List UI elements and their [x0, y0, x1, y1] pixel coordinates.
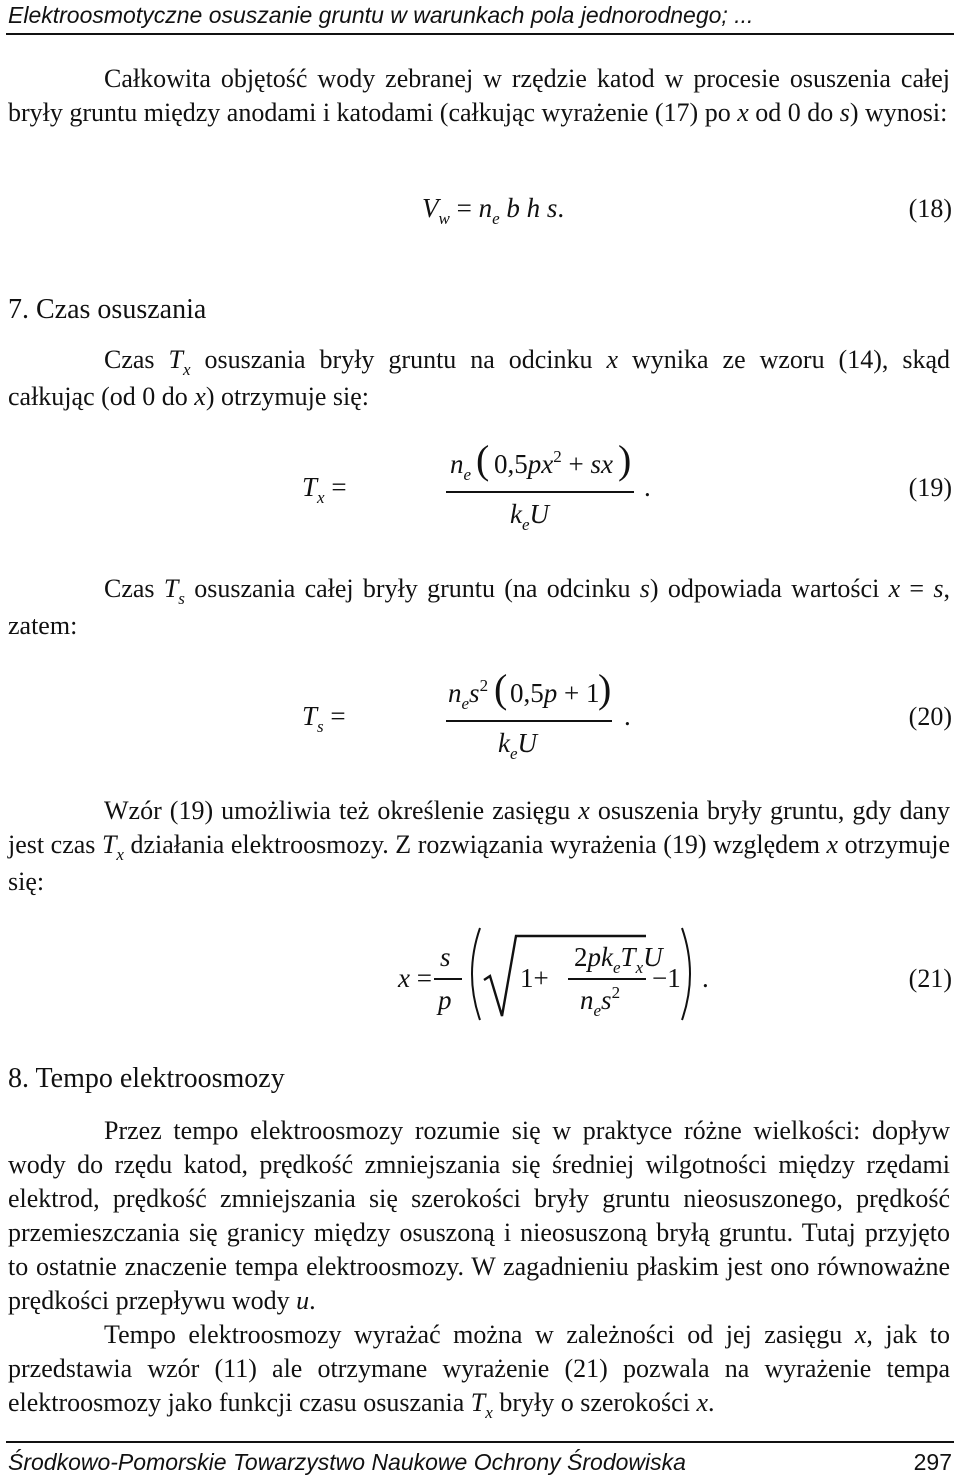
header-rule	[6, 33, 954, 35]
equation-number-19: (19)	[908, 473, 952, 502]
running-header: Elektroosmotyczne osuszanie gruntu w warunkach pola jednorodnego; ...	[8, 2, 754, 28]
paragraph-4: Wzór (19) umożliwia też określenie zasięgu x osuszenia bryły gruntu, gdy dany jest czas $T_x$ działania elektroosmozy. Z rozwiązania wyrażenia (19) względem x otrzymuje się:	[8, 796, 950, 896]
footer-society: Środkowo-Pomorskie Towarzystwo Naukowe Ochrony Środowiska	[8, 1449, 686, 1475]
paragraph-1: Całkowita objętość wody zebranej w rzędzie katod w procesie osuszenia całej bryły gruntu między anodami i katodami (całkując wyrażenie (17) po x od 0 do s) wynosi:	[8, 64, 950, 127]
equation-number-18: (18)	[908, 194, 952, 223]
equation-number-21: (21)	[908, 964, 952, 993]
equation-18: $V_w = n_e$ b h s.	[422, 193, 565, 228]
section-heading-7: 7. Czas osuszania	[8, 294, 207, 325]
equation-number-20: (20)	[908, 702, 952, 731]
footer-rule	[6, 1441, 954, 1443]
paragraph-6: Tempo elektroosmozy wyrażać można w zależności od jej zasięgu x, jak to przedstawia wzór (11) ale otrzymane wyrażenie (21) pozwala na wyrażenie tempa elektroosmozy jako funkcji czasu osuszania $T_x$ bryły o szerokości x.	[8, 1320, 950, 1422]
section-heading-8: 8. Tempo elektroosmozy	[8, 1063, 285, 1094]
paragraph-5: Przez tempo elektroosmozy rozumie się w praktyce różne wielkości: dopływ wody do rzędu katod, prędkość zmniejszania się średniej wilgotności między rzędami elektrod, prędkość zmniejszania się szerokości bryły gruntu nieosuszonego, prędkość przemieszczania się granicy między osuszoną i nieosuszoną bryłą gruntu. Tutaj przyjęto to ostatnie znaczenie tempa elektroosmozy. W zagadnieniu płaskim jest ono równoważne prędkości przepływu wody u.	[8, 1116, 950, 1315]
paragraph-2: Czas $T_x$ osuszania bryły gruntu na odcinku x wynika ze wzoru (14), skąd całkując (od 0 do x) otrzymuje się:	[8, 345, 950, 411]
footer	[8, 1447, 952, 1477]
page-number: 297	[913, 1449, 952, 1475]
paragraph-3: Czas $T_s$ osuszania całej bryły gruntu (na odcinku s) odpowiada wartości x = s, zatem:	[8, 574, 950, 640]
